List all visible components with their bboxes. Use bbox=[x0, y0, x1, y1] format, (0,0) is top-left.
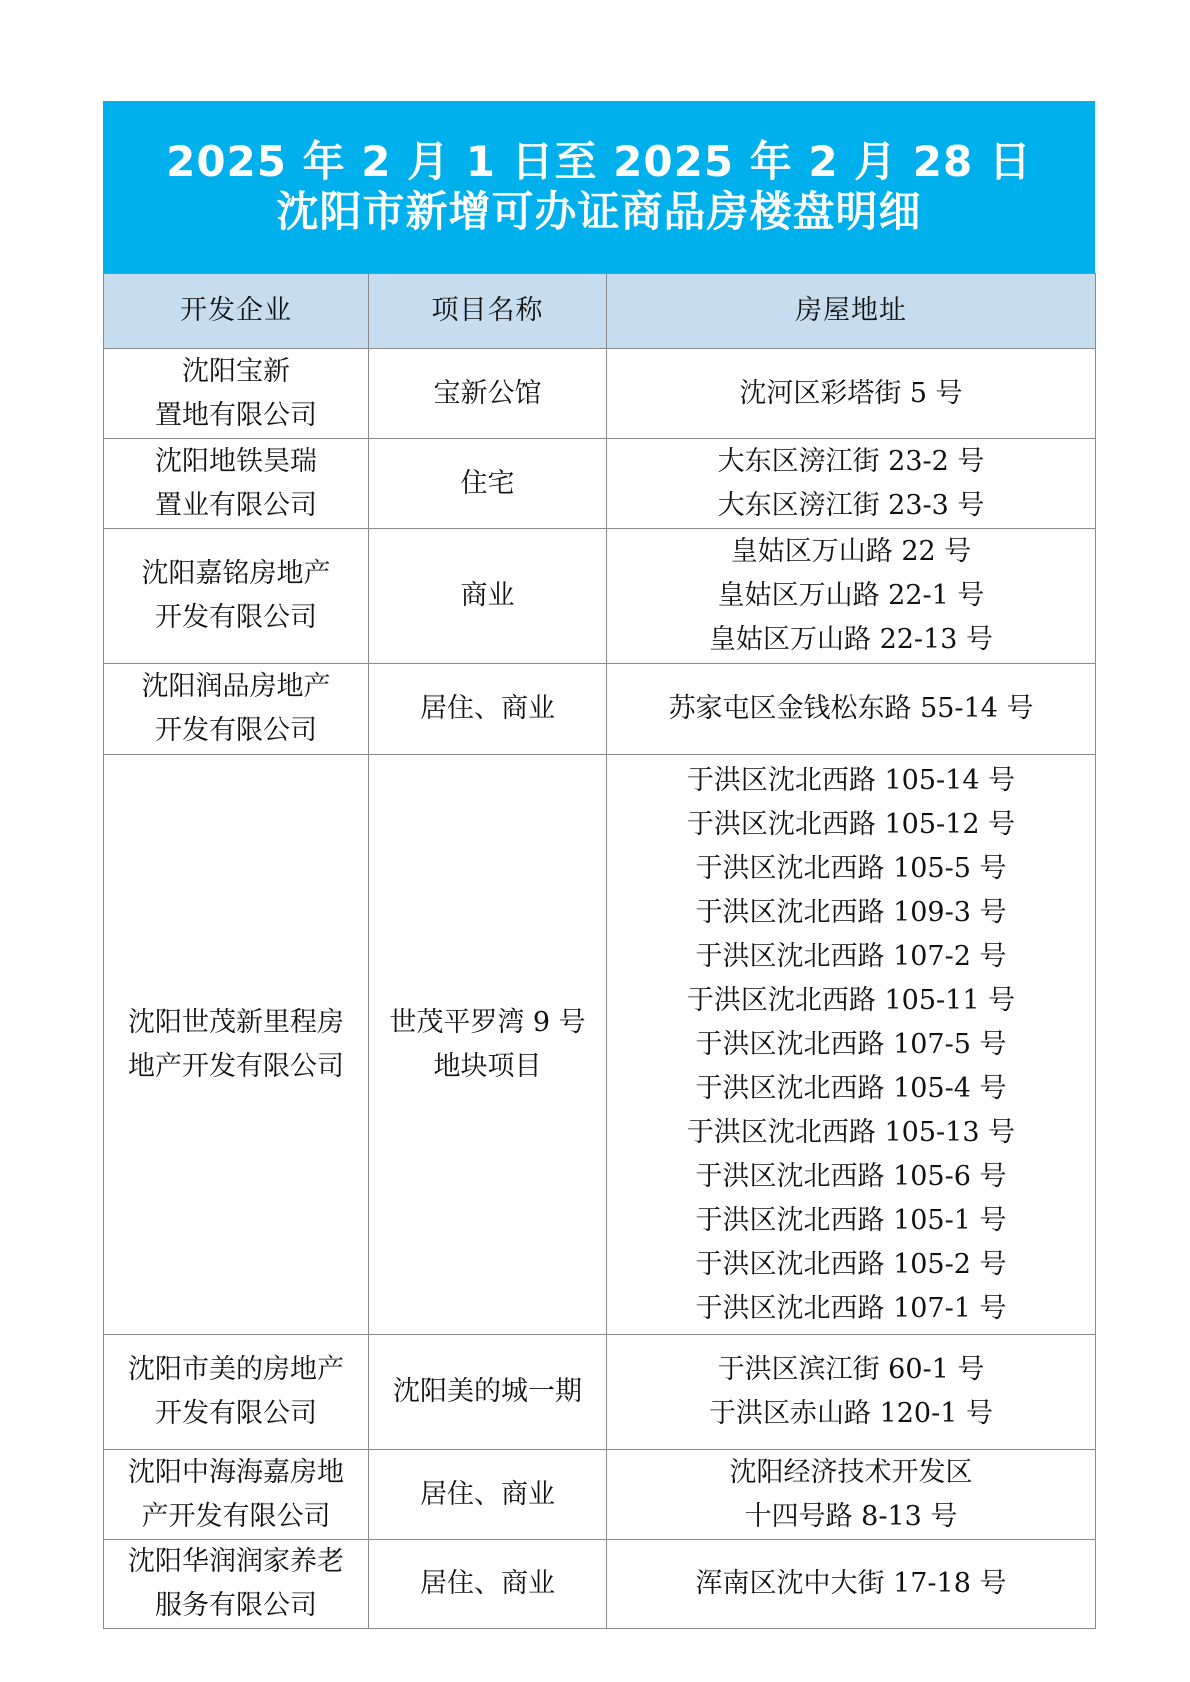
address-line: 于洪区沈北西路 105-11 号 bbox=[686, 984, 1016, 1016]
company-cell bbox=[104, 529, 369, 664]
address-cell bbox=[607, 529, 1096, 664]
project-line: 居住、商业 bbox=[420, 1478, 555, 1510]
company-line: 沈阳世茂新里程房 bbox=[128, 1006, 344, 1038]
company-cell bbox=[104, 349, 369, 439]
address-line: 皇姑区万山路 22 号 bbox=[730, 536, 972, 567]
address-line: 沈阳经济技术开发区 bbox=[729, 1456, 973, 1488]
address-cell bbox=[607, 664, 1096, 755]
project-line: 住宅 bbox=[460, 467, 515, 499]
address-line: 沈河区彩塔街 5 号 bbox=[739, 377, 963, 409]
table-row bbox=[104, 1335, 1096, 1450]
address-line: 于洪区沈北西路 105-13 号 bbox=[686, 1116, 1016, 1148]
company-line: 沈阳润品房地产 bbox=[141, 671, 331, 702]
project-line: 商业 bbox=[460, 580, 515, 611]
project-cell bbox=[369, 1540, 607, 1629]
table-row bbox=[104, 755, 1096, 1335]
company-cell bbox=[104, 1540, 369, 1629]
company-line: 置业有限公司 bbox=[155, 489, 317, 521]
address-line: 浑南区沈中大街 17-18 号 bbox=[695, 1568, 1007, 1599]
address-cell bbox=[607, 349, 1096, 439]
project-cell bbox=[369, 755, 607, 1335]
address-line: 于洪区沈北西路 105-4 号 bbox=[695, 1072, 1007, 1104]
address-line: 皇姑区万山路 22-1 号 bbox=[717, 580, 985, 611]
project-line: 世茂平罗湾 9 号 bbox=[389, 1006, 586, 1038]
address-line: 大东区滂江街 23-3 号 bbox=[717, 489, 985, 521]
header-row bbox=[104, 274, 1096, 349]
company-line: 沈阳宝新 bbox=[182, 355, 290, 387]
company-line: 开发有限公司 bbox=[155, 715, 317, 746]
company-line: 地产开发有限公司 bbox=[128, 1050, 344, 1082]
address-line: 于洪区沈北西路 105-6 号 bbox=[695, 1160, 1007, 1192]
company-line: 开发有限公司 bbox=[155, 1398, 317, 1429]
table-row bbox=[104, 664, 1096, 755]
address-line: 于洪区沈北西路 105-14 号 bbox=[686, 764, 1016, 796]
table-row bbox=[104, 529, 1096, 664]
company-line: 沈阳华润润家养老 bbox=[128, 1546, 344, 1577]
company-line: 产开发有限公司 bbox=[141, 1500, 331, 1532]
header-company: 开发企业 bbox=[104, 274, 369, 349]
address-line: 于洪区沈北西路 107-2 号 bbox=[695, 940, 1007, 972]
company-cell bbox=[104, 1450, 369, 1540]
company-line: 沈阳市美的房地产 bbox=[128, 1354, 344, 1385]
document-sheet bbox=[103, 101, 1095, 1629]
address-line: 于洪区沈北西路 105-5 号 bbox=[695, 852, 1007, 884]
company-line: 沈阳嘉铭房地产 bbox=[141, 558, 331, 589]
company-line: 沈阳中海海嘉房地 bbox=[128, 1456, 344, 1488]
company-cell bbox=[104, 664, 369, 755]
project-line: 居住、商业 bbox=[420, 1568, 555, 1599]
table-row bbox=[104, 349, 1096, 439]
address-line: 苏家屯区金钱松东路 55-14 号 bbox=[668, 693, 1034, 724]
address-line: 大东区滂江街 23-2 号 bbox=[717, 445, 985, 477]
address-cell bbox=[607, 755, 1096, 1335]
title-line-1: 2025 年 2 月 1 日至 2025 年 2 月 28 日 bbox=[166, 137, 1032, 186]
address-line: 于洪区赤山路 120-1 号 bbox=[708, 1398, 993, 1429]
address-line: 于洪区沈北西路 105-2 号 bbox=[695, 1248, 1007, 1280]
address-line: 于洪区沈北西路 105-12 号 bbox=[686, 808, 1016, 840]
company-cell bbox=[104, 755, 369, 1335]
project-cell bbox=[369, 1335, 607, 1450]
address-cell bbox=[607, 1335, 1096, 1450]
address-line: 于洪区沈北西路 105-1 号 bbox=[695, 1204, 1007, 1236]
company-cell bbox=[104, 1335, 369, 1450]
address-line: 皇姑区万山路 22-13 号 bbox=[708, 624, 993, 655]
company-line: 沈阳地铁昊瑞 bbox=[155, 445, 317, 477]
project-line: 居住、商业 bbox=[420, 693, 555, 724]
table-row bbox=[104, 439, 1096, 529]
address-line: 十四号路 8-13 号 bbox=[744, 1500, 958, 1532]
header-address: 房屋地址 bbox=[607, 274, 1096, 349]
project-cell bbox=[369, 349, 607, 439]
title-line-2: 沈阳市新增可办证商品房楼盘明细 bbox=[276, 187, 922, 236]
company-line: 置地有限公司 bbox=[155, 399, 317, 431]
company-line: 开发有限公司 bbox=[155, 602, 317, 633]
address-line: 于洪区沈北西路 109-3 号 bbox=[695, 896, 1007, 928]
address-line: 于洪区滨江街 60-1 号 bbox=[717, 1354, 985, 1385]
address-cell bbox=[607, 1540, 1096, 1629]
project-cell bbox=[369, 529, 607, 664]
table-row bbox=[104, 1540, 1096, 1629]
table-row bbox=[104, 1450, 1096, 1540]
project-line: 地块项目 bbox=[433, 1050, 542, 1082]
company-cell bbox=[104, 439, 369, 529]
address-cell bbox=[607, 439, 1096, 529]
company-line: 服务有限公司 bbox=[155, 1590, 317, 1621]
project-cell bbox=[369, 1450, 607, 1540]
projects-table bbox=[103, 273, 1096, 1629]
header-project: 项目名称 bbox=[369, 274, 607, 349]
project-line: 宝新公馆 bbox=[433, 377, 542, 409]
project-line: 沈阳美的城一期 bbox=[393, 1376, 582, 1407]
address-line: 于洪区沈北西路 107-1 号 bbox=[695, 1292, 1007, 1324]
address-cell bbox=[607, 1450, 1096, 1540]
title-banner bbox=[103, 101, 1095, 273]
project-cell bbox=[369, 439, 607, 529]
address-line: 于洪区沈北西路 107-5 号 bbox=[695, 1028, 1007, 1060]
project-cell bbox=[369, 664, 607, 755]
